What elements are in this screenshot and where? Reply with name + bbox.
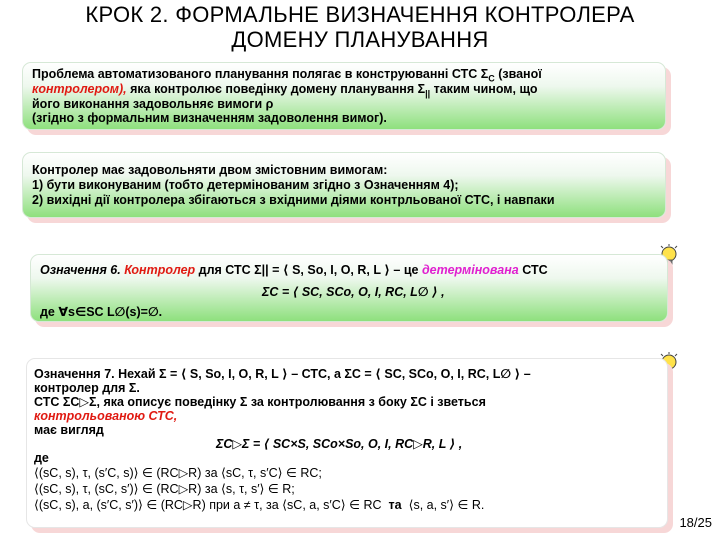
transition-rule-1: ⟨(sC, s), τ, (s′C, s)⟩ ∈ (RC▷R) за ⟨sC, τ, s′C⟩ ∈ RC; bbox=[34, 466, 322, 480]
definition-7-line-3: СТС ΣC▷Σ, яка описує поведінку Σ за контролювання з боку ΣC і зветься bbox=[34, 395, 486, 409]
problem-line-1: Проблема автоматизованого планування полягає в конструюванні СТС $\Sigma_C$ (званої bbox=[32, 67, 542, 84]
definition-7-line-1: Означення 7. Нехай Σ = ⟨ S, So, I, O, R, L ⟩ – СТС, а ΣC = ⟨ SC, SCo, O, I, RC, L∅ ⟩ – bbox=[34, 367, 531, 381]
requirements-line-1: Контролер має задовольняти двом змістовним вимогам: bbox=[32, 163, 388, 177]
transition-rule-3: ⟨(sC, s), a, (s′C, s′)⟩ ∈ (RC▷R) при a ≠ τ, за ⟨sC, a, s′C⟩ ∈ RC та ⟨s, a, s′⟩ ∈ R. bbox=[34, 498, 485, 512]
definition-7-term: контрольованою СТС, bbox=[34, 409, 178, 423]
definition-6-where: де ∀s∈SC L∅(s)=∅. bbox=[40, 305, 163, 319]
definition-7-line-2: контролер для Σ. bbox=[34, 381, 140, 395]
problem-line-4: (згідно з формальним визначенням задоволення вимог). bbox=[32, 111, 387, 125]
definition-6-formula: ΣC = ⟨ SC, SCo, O, I, RC, L∅ ⟩ , bbox=[262, 285, 445, 299]
problem-line-3: його виконання задовольняє вимоги ρ bbox=[32, 97, 274, 111]
title-line-1: КРОК 2. ФОРМАЛЬНЕ ВИЗНАЧЕННЯ КОНТРОЛЕРА bbox=[85, 2, 635, 27]
requirements-line-3: 2) вихідні дії контролера збігаються з вхідними діями контрльованої СТС, і навпаки bbox=[32, 193, 555, 207]
definition-6-line-1: Означення 6. Контролер для СТС Σ|| = ⟨ S, So, I, O, R, L ⟩ – це детермінована СТС bbox=[40, 263, 548, 277]
page-number: 18/25 bbox=[679, 515, 712, 530]
definition-7-formula: ΣC▷Σ = ⟨ SC×S, SCo×So, O, I, RC▷R, L ⟩ , bbox=[216, 437, 463, 451]
requirements-line-2: 1) бути виконуваним (тобто детермінованим згідно з Означенням 4); bbox=[32, 178, 459, 192]
slide-title bbox=[0, 2, 720, 52]
transition-rule-2: ⟨(sC, s), τ, (sC, s′)⟩ ∈ (RC▷R) за ⟨s, τ, s′⟩ ∈ R; bbox=[34, 482, 295, 496]
problem-line-2: контролером), яка контролює поведінку домену планування $\Sigma_{||}$ таким чином, що bbox=[32, 82, 538, 99]
definition-7-line-5: має вигляд bbox=[34, 423, 104, 437]
definition-7-where: де bbox=[34, 451, 49, 465]
title-line-2: ДОМЕНУ ПЛАНУВАННЯ bbox=[231, 27, 489, 52]
